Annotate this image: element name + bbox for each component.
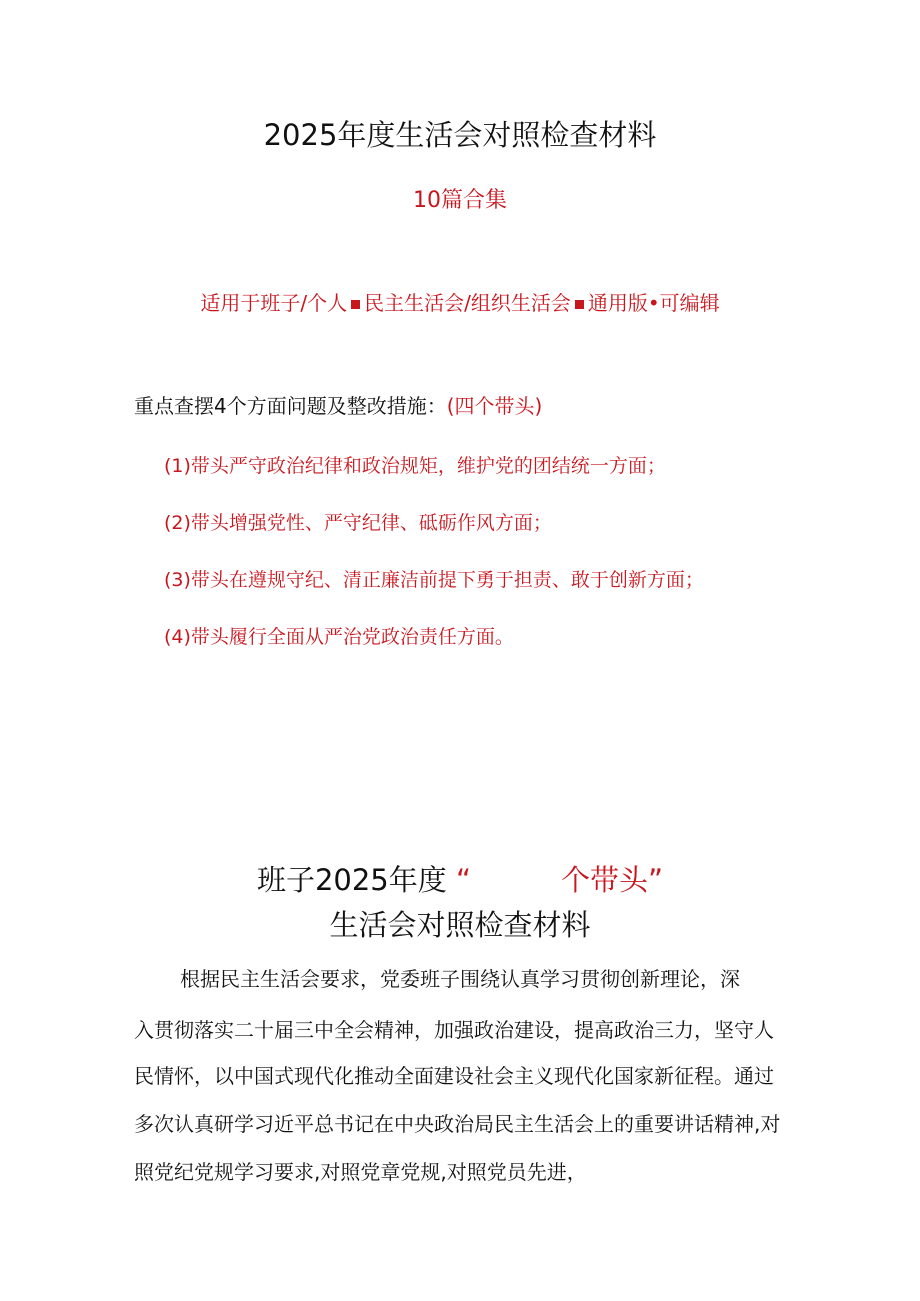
- scope-part-3: 通用版•可编辑: [587, 291, 720, 315]
- body-paragraph-line: 入贯彻落实二十届三中全会精神，加强政治建设，提高政治三力，坚守人: [134, 1018, 774, 1042]
- collection-subtitle: 10篇合集: [413, 188, 507, 213]
- focus-heading: [134, 390, 542, 419]
- square-bullet-icon: [351, 300, 360, 309]
- page-title: 2025年度生活会对照检查材料: [263, 118, 657, 152]
- body-paragraph-line: 照党纪党规学习要求,对照党章党规,对照党员先进，: [134, 1160, 587, 1184]
- scope-line: [0, 287, 920, 316]
- focus-lead: 重点查摆4个方面问题及整改措施：: [134, 394, 447, 418]
- close-quote: ”: [648, 863, 664, 897]
- section-title-red: 个带头: [561, 863, 649, 897]
- focus-item: (4)带头履行全面从严治党政治责任方面。: [164, 626, 514, 648]
- section-title-part: 班子2025年度: [256, 863, 447, 897]
- body-paragraph-line: 根据民主生活会要求，党委班子围绕认真学习贯彻创新理论，深: [180, 967, 740, 991]
- body-paragraph-line: 多次认真研学习近平总书记在中央政治局民主生活会上的重要讲话精神,对: [134, 1112, 781, 1136]
- section-title-line-1: [0, 858, 920, 899]
- focus-item: (3)带头在遵规守纪、清正廉洁前提下勇于担责、敢于创新方面；: [164, 569, 704, 591]
- focus-item: (1)带头严守政治纪律和政治规矩，维护党的团结统一方面；: [164, 455, 666, 477]
- focus-tag: (四个带头): [446, 394, 543, 418]
- body-paragraph-line: 民情怀，以中国式现代化推动全面建设社会主义现代化国家新征程。通过: [134, 1064, 774, 1088]
- scope-part-1: 适用于班子/个人: [200, 291, 348, 315]
- scope-part-2: 民主生活会/组织生活会: [364, 291, 571, 315]
- section-title-line-2: 生活会对照检查材料: [329, 908, 591, 942]
- focus-item: (2)带头增强党性、严守纪律、砥砺作风方面；: [164, 512, 552, 534]
- open-quote: “: [455, 863, 471, 897]
- square-bullet-icon: [575, 300, 584, 309]
